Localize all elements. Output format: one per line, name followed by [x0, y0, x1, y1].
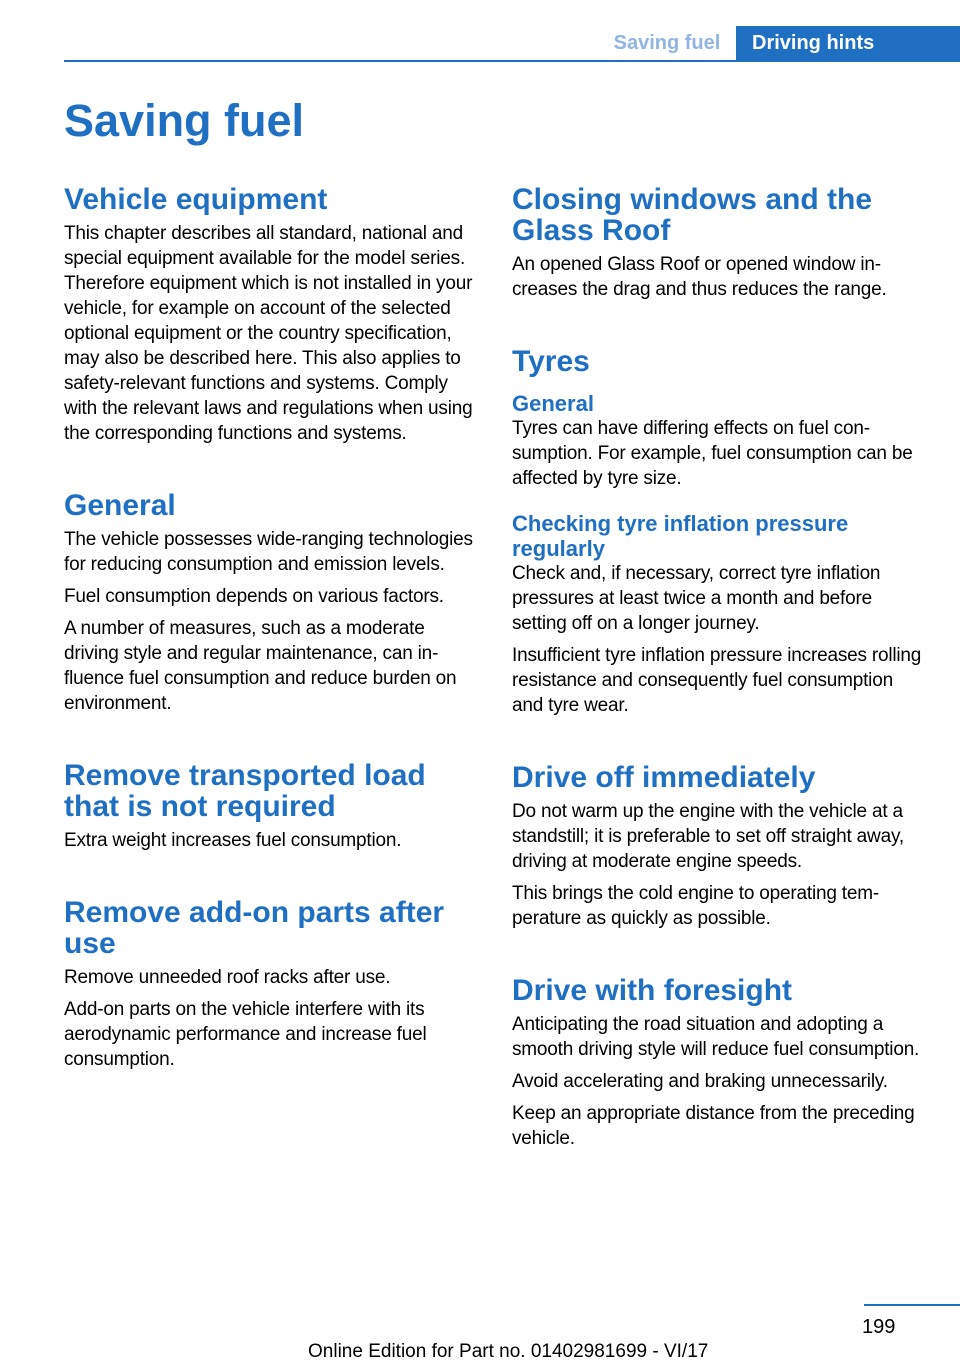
subheading-tyre-pressure: Checking tyre inflation pressure regularly [512, 511, 849, 561]
heading-general: General [64, 489, 176, 522]
section-tyres [512, 346, 928, 718]
header-rule [64, 60, 960, 62]
paragraph: Tyres can have differing effects on fuel consumption. For example, fuel consumption can be affected by tyre size. [512, 418, 913, 489]
section-general [64, 490, 476, 716]
paragraph: A number of measures, such as a moderate driving style and regular maintenance, can influence fuel consumption and reduce burden on environment. [64, 618, 457, 714]
paragraph: This chapter describes all standard, national and special equipment available for the model series. Therefore equipment which is not installed in your vehicle, for example on account of the selected optional equipment or the country specification, may also be described here. This also applies to safety-relevant functions and systems. Comply with the relevant laws and regulations when using the corresponding functions and systems. [64, 223, 473, 444]
heading-vehicle-equipment: Vehicle equipment [64, 183, 328, 216]
page-number: 199 [862, 1316, 896, 1338]
header-section-tab: Saving fuel [613, 32, 721, 54]
paragraph: Do not warm up the engine with the vehicle at a standstill; it is preferable to set off straight away, driving at moderate engine speeds. [512, 801, 904, 872]
page-title: Saving fuel [64, 95, 305, 146]
footer-edition: Online Edition for Part no. 01402981699 - VI/17 [308, 1341, 709, 1362]
paragraph: An opened Glass Roof or opened window increases the drag and thus reduces the range. [512, 254, 887, 300]
left-column [64, 184, 476, 1079]
section-remove-load [64, 760, 476, 853]
paragraph: Anticipating the road situation and adopting a smooth driving style will reduce fuel consumption. [512, 1014, 920, 1060]
paragraph: Keep an appropriate distance from the preceding vehicle. [512, 1103, 915, 1149]
heading-drive-off: Drive off immediately [512, 761, 816, 794]
section-vehicle-equipment [64, 184, 476, 446]
heading-remove-addon: Remove add-on parts after use [64, 896, 445, 960]
heading-closing-windows: Closing windows and the Glass Roof [512, 183, 872, 247]
paragraph: Check and, if necessary, correct tyre inflation pressures at least twice a month and before setting off on a longer journey. [512, 563, 881, 634]
section-drive-off [512, 762, 928, 931]
paragraph: The vehicle possesses wide-ranging technologies for reducing consumption and emission levels. [64, 529, 473, 575]
paragraph: Extra weight increases fuel consumption. [64, 830, 402, 851]
heading-remove-load: Remove transported load that is not required [64, 759, 426, 823]
footer-rule [864, 1304, 960, 1306]
header-chapter-tab: Driving hints [736, 26, 960, 60]
paragraph: Insufficient tyre inflation pressure increases rolling resistance and consequently fuel consumption and tyre wear. [512, 645, 922, 716]
paragraph: This brings the cold engine to operating temperature as quickly as possible. [512, 883, 880, 929]
section-remove-addon [64, 897, 476, 1072]
paragraph: Fuel consumption depends on various factors. [64, 586, 444, 607]
subheading-tyres-general: General [512, 391, 594, 416]
heading-foresight: Drive with foresight [512, 974, 793, 1007]
paragraph: Remove unneeded roof racks after use. [64, 967, 391, 988]
heading-tyres: Tyres [512, 345, 590, 378]
paragraph: Avoid accelerating and braking unnecessarily. [512, 1071, 888, 1092]
section-foresight [512, 975, 928, 1151]
paragraph: Add-on parts on the vehicle interfere with its aerodynamic performance and increase fuel consumption. [64, 999, 427, 1070]
right-column [512, 184, 928, 1158]
section-closing-windows [512, 184, 928, 302]
